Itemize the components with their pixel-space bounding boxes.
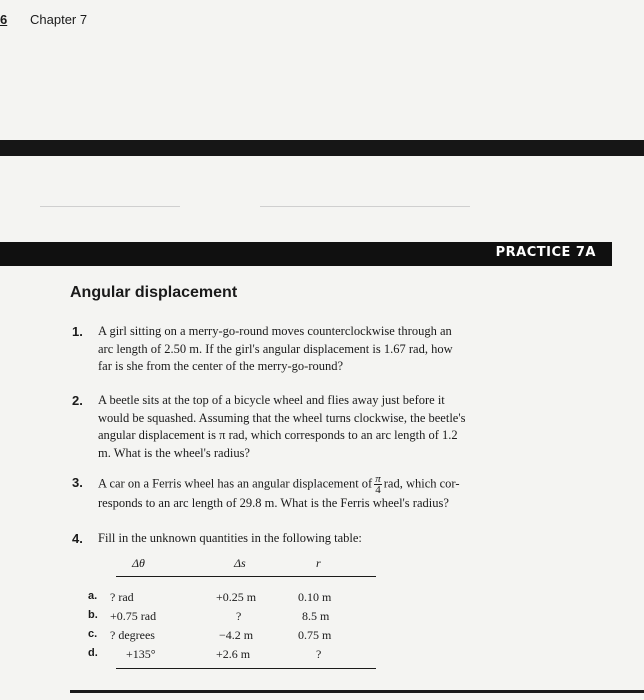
problem-text-post: rad, which cor-	[383, 476, 460, 491]
cell-r: ?	[316, 647, 322, 661]
section-band	[0, 140, 644, 156]
cell-r: 0.75 m	[298, 628, 332, 642]
cell-r: 8.5 m	[302, 609, 330, 623]
cell-r: 0.10 m	[298, 590, 332, 604]
section-title: Angular displacement	[70, 284, 238, 301]
table-header-delta-s: Δs	[234, 556, 246, 570]
problem-number: 2.	[72, 393, 83, 408]
cell-theta: ? rad	[110, 590, 134, 604]
problem-text-pre: A car on a Ferris wheel has an angular displacement of	[98, 476, 373, 491]
problem-line: would be squashed. Assuming that the wheel turns clockwise, the beetle's	[98, 410, 466, 425]
cell-theta: ? degrees	[110, 628, 155, 642]
problem-2	[72, 392, 528, 462]
row-letter: b.	[88, 609, 98, 621]
table-rule	[116, 576, 376, 577]
cell-s: +0.25 m	[216, 590, 257, 604]
row-letter: a.	[88, 590, 98, 602]
cell-s: −4.2 m	[219, 628, 254, 642]
cell-theta: +0.75 rad	[110, 609, 157, 623]
problem-number: 4.	[72, 531, 83, 546]
problem-line: arc length of 2.50 m. If the girl's angular displacement is 1.67 rad, how	[98, 341, 453, 356]
practice-banner	[0, 242, 612, 266]
problem-3	[72, 474, 528, 513]
problem-line: far is she from the center of the merry-go-round?	[98, 359, 344, 373]
row-letter: d.	[88, 647, 98, 659]
row-letter: c.	[88, 628, 98, 640]
fraction-pi-over-4	[374, 474, 382, 495]
page-number: 6	[0, 12, 8, 27]
problem-line	[98, 474, 528, 495]
problem-number: 1.	[72, 324, 83, 339]
problem-4	[72, 530, 528, 548]
problem-line: angular displacement is π rad, which corresponds to an arc length of 1.2	[98, 428, 458, 442]
problem-1	[72, 323, 528, 376]
cell-s: +2.6 m	[216, 647, 251, 661]
problem-text	[98, 474, 528, 513]
cell-s: ?	[236, 609, 242, 623]
problem-number: 3.	[72, 475, 83, 490]
fraction-numerator: π	[375, 473, 381, 485]
table-rule	[116, 668, 376, 669]
chapter-heading: Chapter 7	[30, 12, 88, 27]
divider	[40, 206, 180, 207]
practice-label: PRACTICE 7A	[495, 245, 596, 260]
table-header-delta-theta: Δθ	[132, 556, 145, 570]
problem-line: responds to an arc length of 29.8 m. What is the Ferris wheel's radius?	[98, 496, 449, 510]
problem-text: Fill in the unknown quantities in the following table:	[98, 531, 362, 545]
bottom-rule	[70, 690, 644, 693]
table-header-r: r	[316, 556, 321, 570]
problem-text	[98, 392, 528, 462]
problem-line: A beetle sits at the top of a bicycle wheel and flies away just before it	[98, 393, 445, 407]
divider	[260, 206, 470, 207]
cell-theta: +135°	[126, 647, 156, 661]
problem-text	[98, 323, 528, 376]
fraction-denominator: 4	[375, 484, 381, 496]
problem-line: m. What is the wheel's radius?	[98, 445, 250, 460]
problem-line: A girl sitting on a merry-go-round moves counterclockwise through an	[98, 324, 452, 338]
